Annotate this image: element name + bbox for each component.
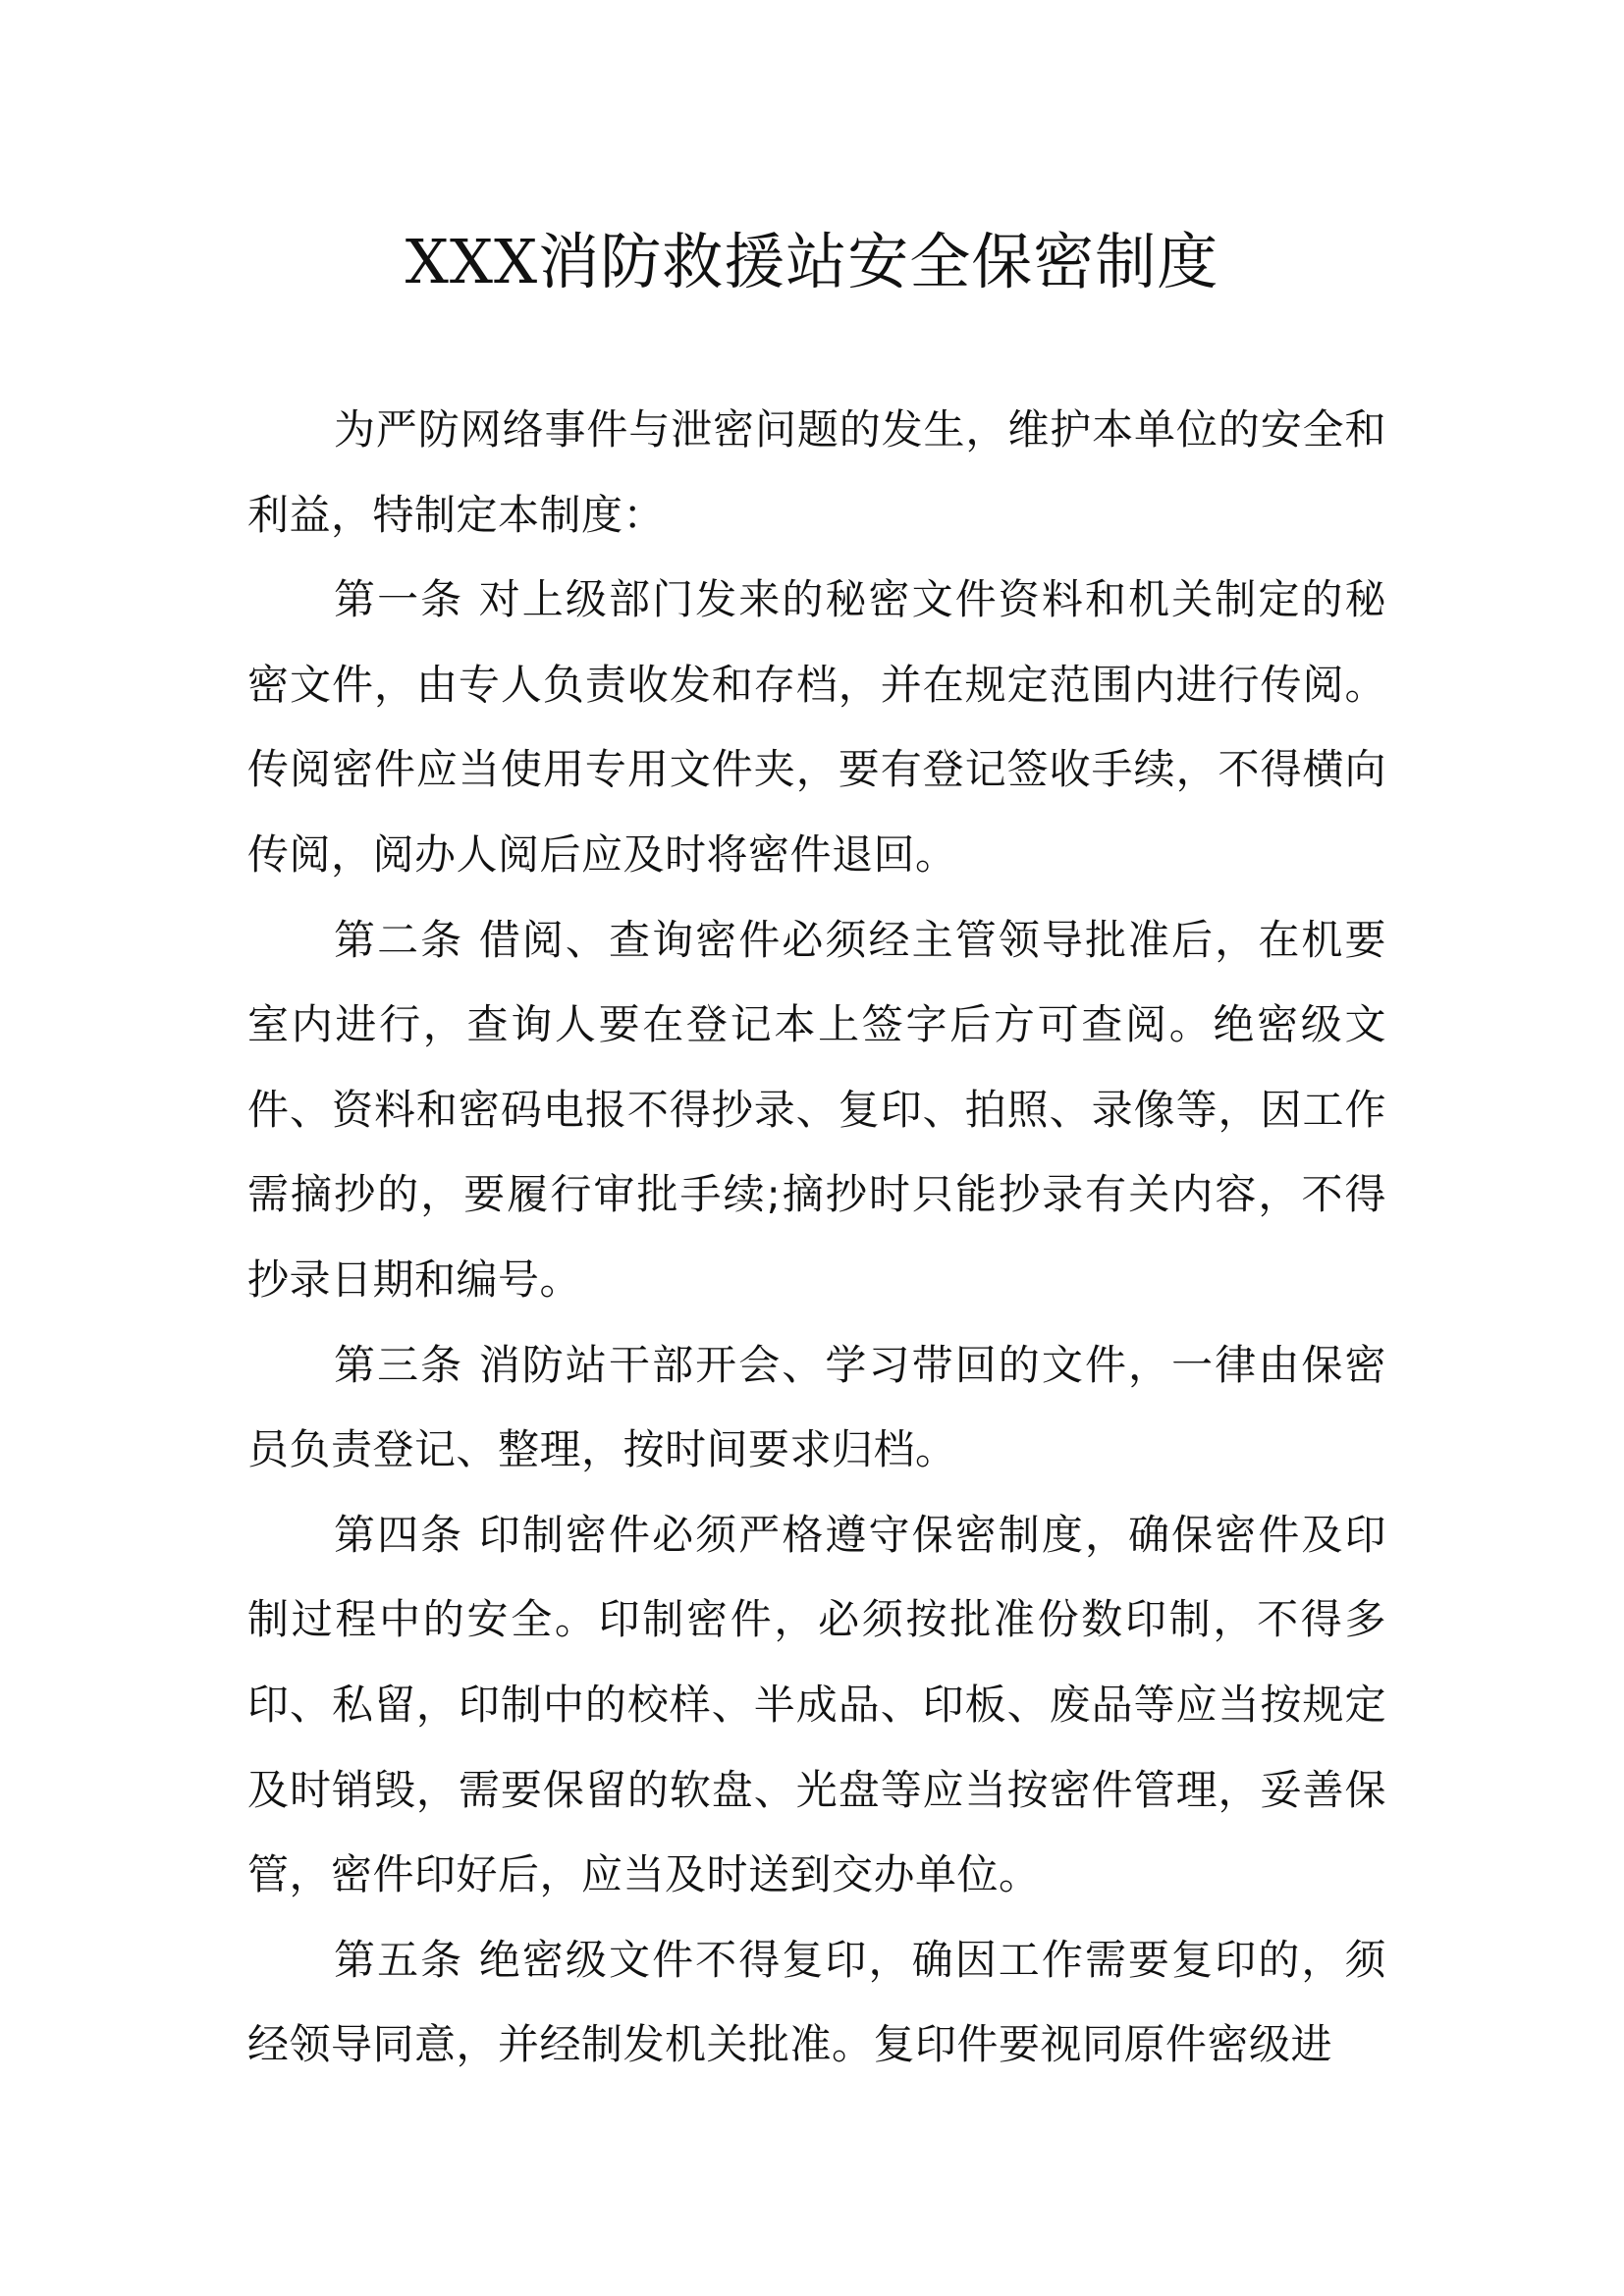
document-title: XXX消防救援站安全保密制度 bbox=[405, 226, 1219, 297]
paragraph-article-5: 第五条 绝密级文件不得复印，确因工作需要复印的，须经领导同意，并经制发机关批准。复印件要视同原件密级进 bbox=[247, 1935, 1386, 2069]
document-body bbox=[247, 388, 1386, 2088]
paragraph-article-1: 第一条 对上级部门发来的秘密文件资料和机关制定的秘密文件，由专人负责收发和存档，并在规定范围内进行传阅。传阅密件应当使用专用文件夹，要有登记签收手续，不得横向传阅，阅办人阅后应及时将密件退回。 bbox=[247, 575, 1386, 879]
paragraph-article-3: 第三条 消防站干部开会、学习带回的文件，一律由保密员负责登记、整理，按时间要求归档。 bbox=[247, 1340, 1386, 1474]
paragraph-article-4: 第四条 印制密件必须严格遵守保密制度，确保密件及印制过程中的安全。印制密件，必须按批准份数印制，不得多印、私留，印制中的校样、半成品、印板、废品等应当按规定及时销毁，需要保留的软盘、光盘等应当按密件管理，妥善保管，密件印好后，应当及时送到交办单位。 bbox=[247, 1510, 1386, 1899]
paragraph-article-2: 第二条 借阅、查询密件必须经主管领导批准后，在机要室内进行，查询人要在登记本上签字后方可查阅。绝密级文件、资料和密码电报不得抄录、复印、拍照、录像等，因工作需摘抄的，要履行审批手续;摘抄时只能抄录有关内容，不得抄录日期和编号。 bbox=[247, 915, 1386, 1304]
paragraph-intro: 为严防网络事件与泄密问题的发生，维护本单位的安全和利益，特制定本制度： bbox=[247, 405, 1386, 539]
